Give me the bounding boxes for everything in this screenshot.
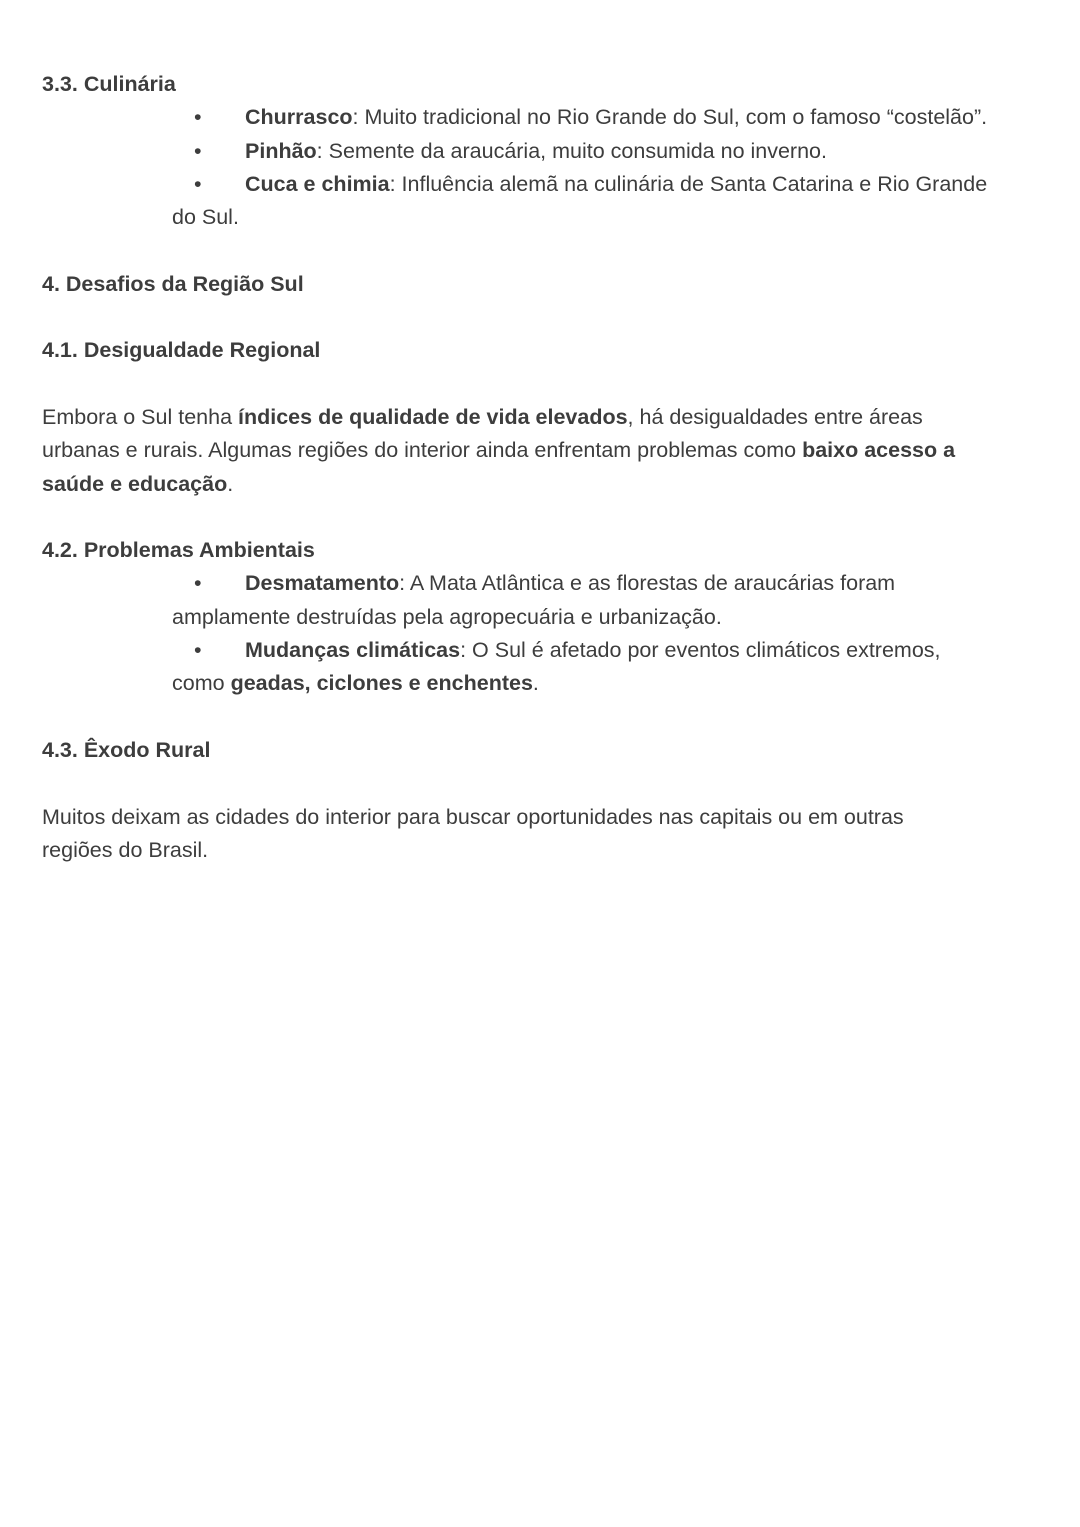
list-item: • Churrasco: Muito tradicional no Rio Grande do Sul, com o famoso “costelão”.	[42, 101, 1042, 134]
heading-desigualdade: 4.1. Desigualdade Regional	[42, 338, 321, 363]
list-item: • Pinhão: Semente da araucária, muito consumida no inverno.	[42, 135, 1042, 168]
bullet-icon: •	[194, 105, 202, 130]
heading-culinaria: 3.3. Culinária	[42, 72, 176, 96]
list-item: • Cuca e chimia: Influência alemã na culinária de Santa Catarina e Rio Grande	[42, 168, 1042, 201]
paragraph-line: urbanas e rurais. Algumas regiões do interior ainda enfrentam problemas como baixo acesso a	[42, 438, 956, 463]
bullet-icon: •	[194, 138, 202, 163]
list-item: • Desmatamento: A Mata Atlântica e as florestas de araucárias foram	[42, 567, 1042, 600]
list-item-continuation: do Sul.	[172, 205, 239, 230]
paragraph-line: Muitos deixam as cidades do interior para buscar oportunidades nas capitais ou em outras	[42, 804, 904, 829]
paragraph-line: Embora o Sul tenha índices de qualidade de vida elevados, há desigualdades entre áreas	[42, 404, 923, 429]
bullet-icon: •	[194, 571, 202, 596]
document	[42, 68, 1042, 867]
heading-exodo-rural: 4.3. Êxodo Rural	[42, 737, 211, 762]
heading-desafios: 4. Desafios da Região Sul	[42, 271, 304, 296]
paragraph-line: regiões do Brasil.	[42, 837, 209, 862]
paragraph-line: saúde e educação.	[42, 471, 234, 496]
list-item-continuation: amplamente destruídas pela agropecuária e urbanização.	[172, 604, 722, 629]
bullet-icon: •	[194, 638, 202, 663]
bullet-icon: •	[194, 171, 202, 196]
list-item: • Mudanças climáticas: O Sul é afetado por eventos climáticos extremos,	[42, 634, 1042, 667]
heading-problemas-ambientais: 4.2. Problemas Ambientais	[42, 538, 315, 563]
list-item-continuation: como geadas, ciclones e enchentes.	[172, 671, 539, 696]
